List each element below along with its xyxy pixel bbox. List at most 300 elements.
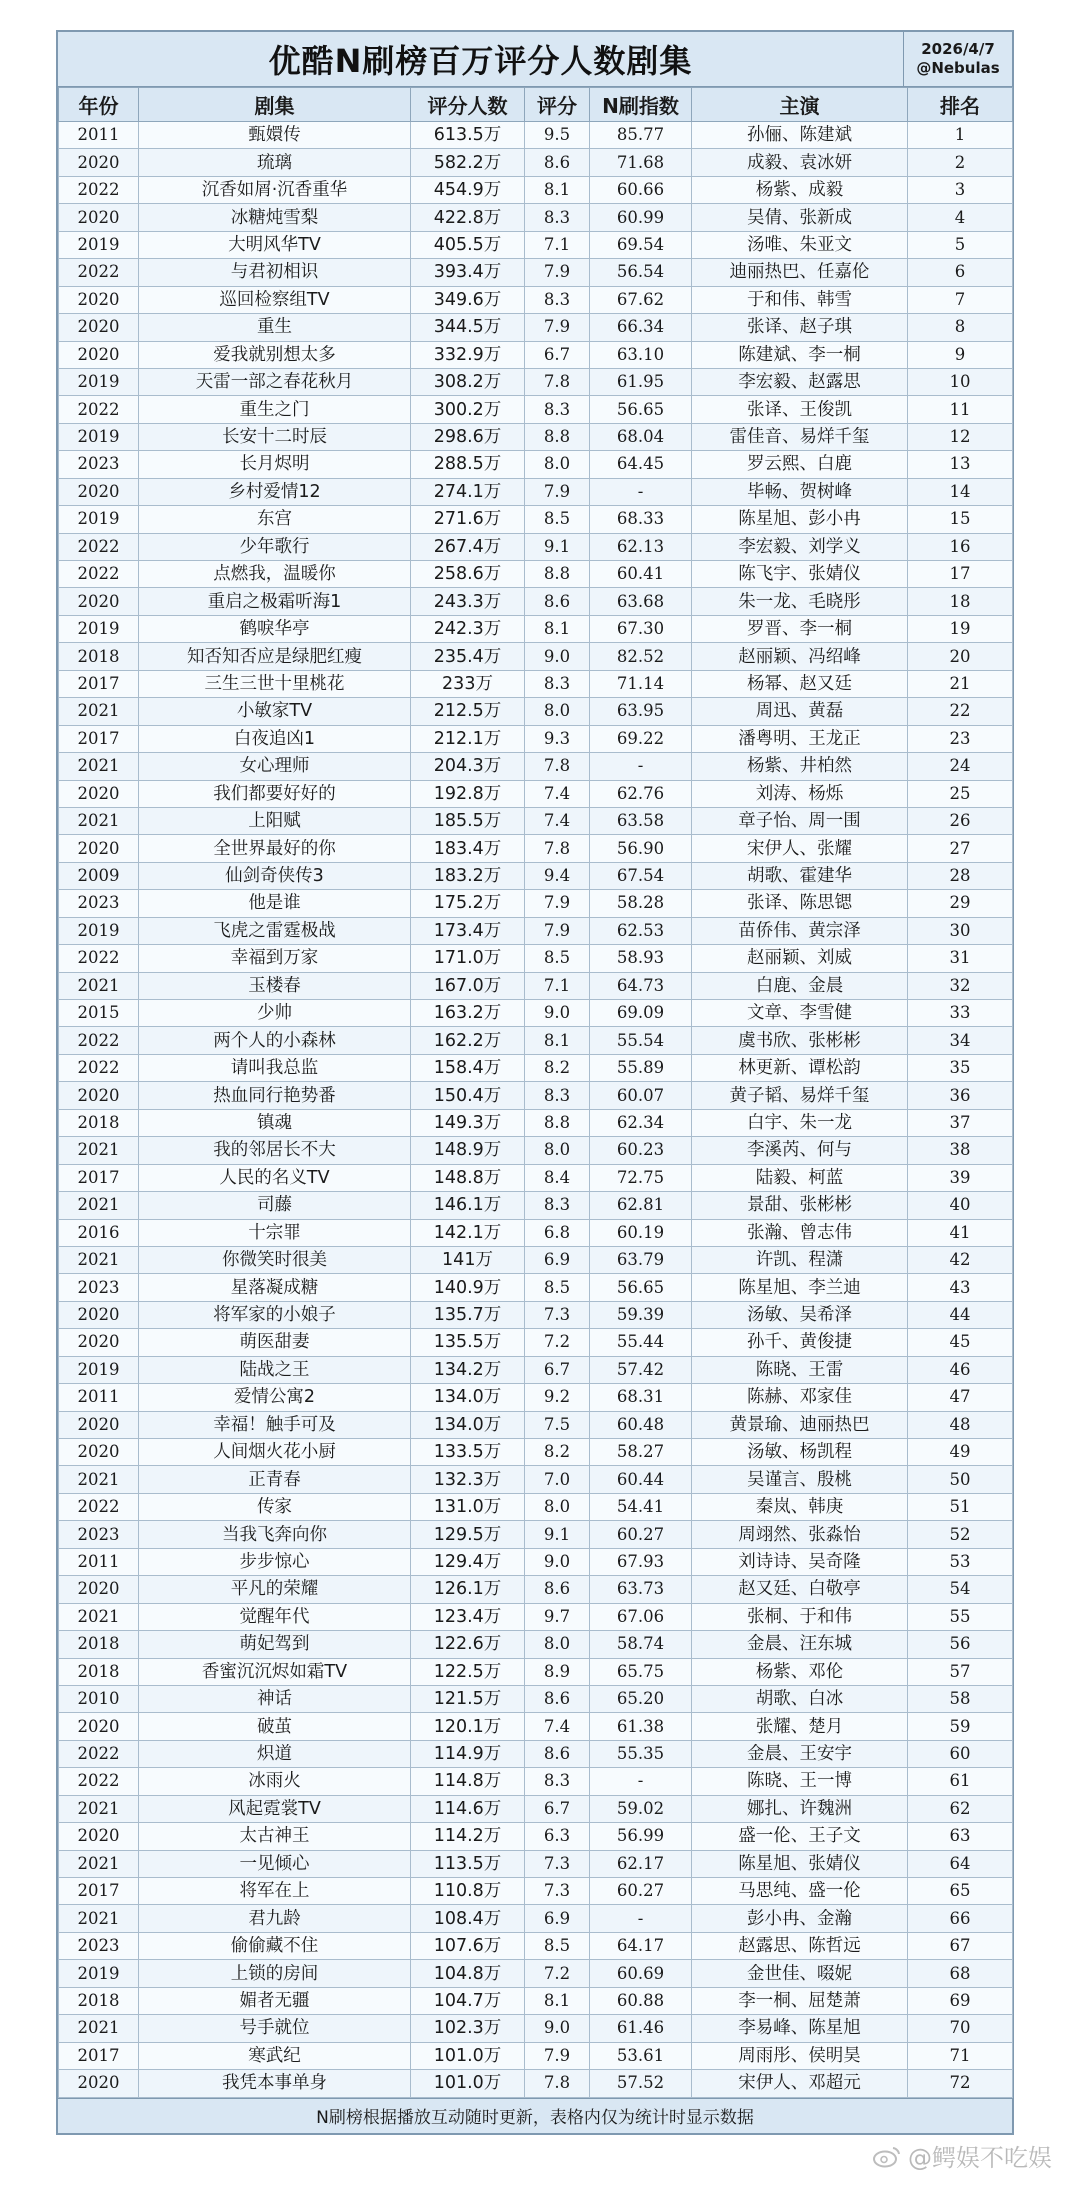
cell-title: 幸福！触手可及 <box>139 1411 411 1438</box>
cell-cast: 张译、赵子琪 <box>692 314 908 341</box>
cell-cast: 汤敏、杨凯程 <box>692 1439 908 1466</box>
cell-cast: 宋伊人、邓超元 <box>692 2070 908 2097</box>
cell-title: 陆战之王 <box>139 1356 411 1383</box>
cell-score: 6.7 <box>525 1795 590 1822</box>
cell-title: 女心理师 <box>139 753 411 780</box>
cell-n-index: 59.02 <box>590 1795 692 1822</box>
cell-n-index: 58.74 <box>590 1631 692 1658</box>
cell-cast: 杨紫、邓伦 <box>692 1658 908 1685</box>
cell-raters: 185.5万 <box>411 807 525 834</box>
cell-n-index: 60.44 <box>590 1466 692 1493</box>
table-row <box>59 1329 1013 1356</box>
cell-raters: 267.4万 <box>411 533 525 560</box>
cell-title: 人民的名义TV <box>139 1164 411 1191</box>
cell-year: 2020 <box>59 1411 139 1438</box>
watermark <box>872 2138 1052 2173</box>
cell-score: 9.7 <box>525 1603 590 1630</box>
cell-score: 7.2 <box>525 1960 590 1987</box>
cell-year: 2018 <box>59 643 139 670</box>
cell-raters: 613.5万 <box>411 122 525 149</box>
cell-score: 9.2 <box>525 1384 590 1411</box>
cell-year: 2018 <box>59 1109 139 1136</box>
cell-year: 2022 <box>59 259 139 286</box>
table-header-row <box>59 88 1013 122</box>
cell-raters: 142.1万 <box>411 1219 525 1246</box>
cell-score: 9.3 <box>525 725 590 752</box>
cell-rank: 24 <box>908 753 1013 780</box>
cell-n-index: 62.81 <box>590 1192 692 1219</box>
col-header-score: 评分 <box>525 88 590 122</box>
cell-rank: 55 <box>908 1603 1013 1630</box>
cell-cast: 胡歌、白冰 <box>692 1685 908 1712</box>
cell-title: 萌妃驾到 <box>139 1631 411 1658</box>
cell-rank: 63 <box>908 1823 1013 1850</box>
cell-cast: 周迅、黄磊 <box>692 698 908 725</box>
cell-raters: 212.5万 <box>411 698 525 725</box>
cell-score: 9.1 <box>525 533 590 560</box>
cell-year: 2010 <box>59 1685 139 1712</box>
cell-cast: 雷佳音、易烊千玺 <box>692 423 908 450</box>
cell-title: 玉楼春 <box>139 972 411 999</box>
cell-score: 8.3 <box>525 204 590 231</box>
cell-rank: 34 <box>908 1027 1013 1054</box>
cell-cast: 胡歌、霍建华 <box>692 862 908 889</box>
cell-score: 8.9 <box>525 1658 590 1685</box>
cell-score: 7.3 <box>525 1878 590 1905</box>
cell-rank: 15 <box>908 506 1013 533</box>
cell-rank: 25 <box>908 780 1013 807</box>
cell-raters: 102.3万 <box>411 2015 525 2042</box>
title-row <box>58 32 1012 87</box>
cell-rank: 18 <box>908 588 1013 615</box>
cell-rank: 61 <box>908 1768 1013 1795</box>
cell-raters: 114.9万 <box>411 1740 525 1767</box>
cell-score: 8.6 <box>525 1740 590 1767</box>
table-row <box>59 670 1013 697</box>
cell-rank: 6 <box>908 259 1013 286</box>
table-row <box>59 1631 1013 1658</box>
cell-raters: 101.0万 <box>411 2042 525 2069</box>
cell-raters: 393.4万 <box>411 259 525 286</box>
cell-year: 2023 <box>59 1521 139 1548</box>
cell-year: 2017 <box>59 1878 139 1905</box>
cell-rank: 3 <box>908 176 1013 203</box>
cell-cast: 张耀、楚月 <box>692 1713 908 1740</box>
table-row <box>59 561 1013 588</box>
cell-rank: 54 <box>908 1576 1013 1603</box>
cell-score: 7.1 <box>525 972 590 999</box>
cell-score: 8.3 <box>525 1082 590 1109</box>
cell-rank: 26 <box>908 807 1013 834</box>
cell-year: 2020 <box>59 588 139 615</box>
table-row <box>59 1987 1013 2014</box>
cell-score: 6.8 <box>525 1219 590 1246</box>
cell-raters: 150.4万 <box>411 1082 525 1109</box>
cell-title: 热血同行艳势番 <box>139 1082 411 1109</box>
cell-rank: 33 <box>908 1000 1013 1027</box>
cell-raters: 258.6万 <box>411 561 525 588</box>
cell-n-index: 56.54 <box>590 259 692 286</box>
cell-year: 2023 <box>59 1932 139 1959</box>
cell-score: 8.8 <box>525 1109 590 1136</box>
cell-year: 2021 <box>59 698 139 725</box>
cell-n-index: 64.73 <box>590 972 692 999</box>
cell-cast: 杨紫、井柏然 <box>692 753 908 780</box>
cell-rank: 4 <box>908 204 1013 231</box>
cell-n-index: 67.62 <box>590 286 692 313</box>
cell-raters: 134.0万 <box>411 1411 525 1438</box>
cell-n-index: 57.52 <box>590 2070 692 2097</box>
cell-title: 鹤唳华亭 <box>139 615 411 642</box>
cell-raters: 122.6万 <box>411 1631 525 1658</box>
cell-cast: 赵又廷、白敬亭 <box>692 1576 908 1603</box>
cell-rank: 11 <box>908 396 1013 423</box>
cell-cast: 白宇、朱一龙 <box>692 1109 908 1136</box>
cell-title: 东宫 <box>139 506 411 533</box>
table-row <box>59 643 1013 670</box>
cell-n-index: 63.95 <box>590 698 692 725</box>
cell-year: 2017 <box>59 725 139 752</box>
date-author-box <box>903 32 1012 86</box>
cell-raters: 288.5万 <box>411 451 525 478</box>
cell-year: 2019 <box>59 231 139 258</box>
cell-raters: 344.5万 <box>411 314 525 341</box>
table-row <box>59 314 1013 341</box>
cell-n-index: 67.06 <box>590 1603 692 1630</box>
cell-title: 他是谁 <box>139 890 411 917</box>
cell-title: 爱情公寓2 <box>139 1384 411 1411</box>
cell-title: 乡村爱情12 <box>139 478 411 505</box>
cell-score: 7.4 <box>525 780 590 807</box>
cell-cast: 朱一龙、毛晓彤 <box>692 588 908 615</box>
cell-rank: 12 <box>908 423 1013 450</box>
cell-cast: 张桐、于和伟 <box>692 1603 908 1630</box>
cell-score: 8.5 <box>525 1932 590 1959</box>
cell-n-index: 67.30 <box>590 615 692 642</box>
cell-n-index: 56.65 <box>590 1274 692 1301</box>
cell-rank: 36 <box>908 1082 1013 1109</box>
table-row <box>59 423 1013 450</box>
cell-score: 8.0 <box>525 1137 590 1164</box>
cell-n-index: 64.17 <box>590 1932 692 1959</box>
cell-title: 少年歌行 <box>139 533 411 560</box>
cell-raters: 582.2万 <box>411 149 525 176</box>
cell-raters: 298.6万 <box>411 423 525 450</box>
table-row <box>59 1301 1013 1328</box>
cell-year: 2020 <box>59 780 139 807</box>
cell-year: 2020 <box>59 1439 139 1466</box>
cell-title: 将军在上 <box>139 1878 411 1905</box>
cell-score: 9.0 <box>525 643 590 670</box>
cell-cast: 张译、陈思锶 <box>692 890 908 917</box>
author-label: @Nebulas <box>916 59 1000 77</box>
cell-raters: 212.1万 <box>411 725 525 752</box>
table-row <box>59 1411 1013 1438</box>
cell-score: 9.0 <box>525 1548 590 1575</box>
cell-raters: 132.3万 <box>411 1466 525 1493</box>
cell-title: 我的邻居长不大 <box>139 1137 411 1164</box>
cell-rank: 27 <box>908 835 1013 862</box>
cell-cast: 吴谨言、殷桃 <box>692 1466 908 1493</box>
cell-year: 2017 <box>59 670 139 697</box>
cell-raters: 135.7万 <box>411 1301 525 1328</box>
cell-n-index: 65.20 <box>590 1685 692 1712</box>
cell-n-index: 62.53 <box>590 917 692 944</box>
cell-n-index: 62.17 <box>590 1850 692 1877</box>
cell-cast: 娜扎、许魏洲 <box>692 1795 908 1822</box>
cell-score: 8.6 <box>525 1576 590 1603</box>
col-header-raters: 评分人数 <box>411 88 525 122</box>
cell-n-index: 72.75 <box>590 1164 692 1191</box>
cell-title: 偷偷藏不住 <box>139 1932 411 1959</box>
cell-rank: 60 <box>908 1740 1013 1767</box>
cell-cast: 陈赫、邓家佳 <box>692 1384 908 1411</box>
cell-n-index: 60.27 <box>590 1878 692 1905</box>
cell-score: 7.8 <box>525 368 590 395</box>
cell-cast: 成毅、袁冰妍 <box>692 149 908 176</box>
cell-year: 2021 <box>59 2015 139 2042</box>
cell-title: 知否知否应是绿肥红瘦 <box>139 643 411 670</box>
cell-rank: 21 <box>908 670 1013 697</box>
table-row <box>59 1466 1013 1493</box>
cell-rank: 69 <box>908 1987 1013 2014</box>
cell-raters: 110.8万 <box>411 1878 525 1905</box>
cell-n-index: 68.31 <box>590 1384 692 1411</box>
cell-title: 步步惊心 <box>139 1548 411 1575</box>
cell-year: 2020 <box>59 478 139 505</box>
table-row <box>59 780 1013 807</box>
cell-cast: 景甜、张彬彬 <box>692 1192 908 1219</box>
cell-year: 2020 <box>59 286 139 313</box>
cell-cast: 毕畅、贺树峰 <box>692 478 908 505</box>
cell-rank: 52 <box>908 1521 1013 1548</box>
table-row <box>59 1274 1013 1301</box>
cell-cast: 汤唯、朱亚文 <box>692 231 908 258</box>
cell-score: 8.8 <box>525 561 590 588</box>
cell-title: 点燃我，温暖你 <box>139 561 411 588</box>
cell-score: 9.0 <box>525 2015 590 2042</box>
cell-title: 仙剑奇侠传3 <box>139 862 411 889</box>
cell-n-index: 60.41 <box>590 561 692 588</box>
cell-title: 长月烬明 <box>139 451 411 478</box>
cell-raters: 129.4万 <box>411 1548 525 1575</box>
cell-raters: 167.0万 <box>411 972 525 999</box>
cell-year: 2019 <box>59 615 139 642</box>
cell-n-index: 71.14 <box>590 670 692 697</box>
cell-cast: 张译、王俊凯 <box>692 396 908 423</box>
cell-rank: 72 <box>908 2070 1013 2097</box>
cell-cast: 金世佳、啜妮 <box>692 1960 908 1987</box>
cell-raters: 114.8万 <box>411 1768 525 1795</box>
cell-cast: 汤敏、吴希泽 <box>692 1301 908 1328</box>
cell-raters: 148.8万 <box>411 1164 525 1191</box>
table-row <box>59 698 1013 725</box>
cell-title: 飞虎之雷霆极战 <box>139 917 411 944</box>
table-row <box>59 1027 1013 1054</box>
cell-n-index: 62.13 <box>590 533 692 560</box>
cell-rank: 58 <box>908 1685 1013 1712</box>
cell-n-index: 55.44 <box>590 1329 692 1356</box>
cell-rank: 7 <box>908 286 1013 313</box>
cell-n-index: 60.07 <box>590 1082 692 1109</box>
table-row <box>59 945 1013 972</box>
table-row <box>59 835 1013 862</box>
cell-cast: 虞书欣、张彬彬 <box>692 1027 908 1054</box>
cell-rank: 16 <box>908 533 1013 560</box>
cell-rank: 43 <box>908 1274 1013 1301</box>
cell-year: 2021 <box>59 1850 139 1877</box>
cell-score: 8.6 <box>525 149 590 176</box>
cell-n-index: - <box>590 478 692 505</box>
cell-year: 2019 <box>59 506 139 533</box>
cell-year: 2019 <box>59 368 139 395</box>
cell-score: 8.8 <box>525 423 590 450</box>
cell-score: 7.9 <box>525 917 590 944</box>
cell-rank: 62 <box>908 1795 1013 1822</box>
cell-n-index: 61.38 <box>590 1713 692 1740</box>
cell-n-index: 63.58 <box>590 807 692 834</box>
cell-n-index: 54.41 <box>590 1493 692 1520</box>
cell-rank: 71 <box>908 2042 1013 2069</box>
cell-rank: 51 <box>908 1493 1013 1520</box>
cell-raters: 123.4万 <box>411 1603 525 1630</box>
cell-year: 2021 <box>59 807 139 834</box>
cell-rank: 39 <box>908 1164 1013 1191</box>
cell-raters: 133.5万 <box>411 1439 525 1466</box>
table-row <box>59 1219 1013 1246</box>
cell-score: 8.1 <box>525 176 590 203</box>
cell-raters: 134.2万 <box>411 1356 525 1383</box>
cell-rank: 59 <box>908 1713 1013 1740</box>
cell-n-index: 61.95 <box>590 368 692 395</box>
cell-title: 与君初相识 <box>139 259 411 286</box>
cell-n-index: 66.34 <box>590 314 692 341</box>
cell-score: 9.0 <box>525 1000 590 1027</box>
cell-raters: 149.3万 <box>411 1109 525 1136</box>
cell-raters: 405.5万 <box>411 231 525 258</box>
footer-note: N刷榜根据播放互动随时更新，表格内仅为统计时显示数据 <box>58 2098 1012 2133</box>
table-row <box>59 1603 1013 1630</box>
cell-n-index: 60.23 <box>590 1137 692 1164</box>
cell-cast: 章子怡、周一围 <box>692 807 908 834</box>
cell-n-index: 71.68 <box>590 149 692 176</box>
cell-title: 一见倾心 <box>139 1850 411 1877</box>
date-label: 2026/4/7 <box>921 40 995 58</box>
cell-raters: 114.6万 <box>411 1795 525 1822</box>
cell-year: 2019 <box>59 917 139 944</box>
cell-title: 正青春 <box>139 1466 411 1493</box>
cell-raters: 274.1万 <box>411 478 525 505</box>
cell-rank: 28 <box>908 862 1013 889</box>
cell-score: 8.2 <box>525 1054 590 1081</box>
cell-score: 9.4 <box>525 862 590 889</box>
cell-year: 2023 <box>59 1274 139 1301</box>
cell-n-index: 56.65 <box>590 396 692 423</box>
cell-title: 沉香如屑·沉香重华 <box>139 176 411 203</box>
cell-n-index: 65.75 <box>590 1658 692 1685</box>
cell-raters: 162.2万 <box>411 1027 525 1054</box>
cell-score: 6.9 <box>525 1246 590 1273</box>
cell-raters: 422.8万 <box>411 204 525 231</box>
cell-year: 2020 <box>59 1713 139 1740</box>
cell-cast: 许凯、程潇 <box>692 1246 908 1273</box>
cell-cast: 黄景瑜、迪丽热巴 <box>692 1411 908 1438</box>
cell-cast: 罗晋、李一桐 <box>692 615 908 642</box>
cell-rank: 20 <box>908 643 1013 670</box>
cell-rank: 44 <box>908 1301 1013 1328</box>
cell-title: 太古神王 <box>139 1823 411 1850</box>
cell-year: 2017 <box>59 1164 139 1191</box>
watermark-text: @鳄娱不吃娱 <box>908 2144 1052 2172</box>
table-row <box>59 1137 1013 1164</box>
cell-raters: 233万 <box>411 670 525 697</box>
cell-cast: 杨幂、赵又廷 <box>692 670 908 697</box>
cell-raters: 235.4万 <box>411 643 525 670</box>
cell-cast: 张瀚、曾志伟 <box>692 1219 908 1246</box>
cell-raters: 134.0万 <box>411 1384 525 1411</box>
cell-n-index: 60.19 <box>590 1219 692 1246</box>
table-row <box>59 1109 1013 1136</box>
cell-cast: 吴倩、张新成 <box>692 204 908 231</box>
cell-year: 2020 <box>59 149 139 176</box>
cell-raters: 349.6万 <box>411 286 525 313</box>
cell-rank: 53 <box>908 1548 1013 1575</box>
cell-rank: 49 <box>908 1439 1013 1466</box>
cell-rank: 68 <box>908 1960 1013 1987</box>
cell-n-index: 60.88 <box>590 1987 692 2014</box>
cell-cast: 刘诗诗、吴奇隆 <box>692 1548 908 1575</box>
cell-raters: 107.6万 <box>411 1932 525 1959</box>
cell-year: 2022 <box>59 176 139 203</box>
cell-rank: 30 <box>908 917 1013 944</box>
cell-rank: 50 <box>908 1466 1013 1493</box>
cell-title: 长安十二时辰 <box>139 423 411 450</box>
table-row <box>59 2042 1013 2069</box>
cell-cast: 于和伟、韩雪 <box>692 286 908 313</box>
cell-raters: 126.1万 <box>411 1576 525 1603</box>
cell-n-index: 63.68 <box>590 588 692 615</box>
cell-title: 重生之门 <box>139 396 411 423</box>
col-header-n-index: N刷指数 <box>590 88 692 122</box>
cell-year: 2009 <box>59 862 139 889</box>
cell-raters: 108.4万 <box>411 1905 525 1932</box>
cell-raters: 242.3万 <box>411 615 525 642</box>
cell-n-index: 60.69 <box>590 1960 692 1987</box>
cell-title: 幸福到万家 <box>139 945 411 972</box>
cell-title: 风起霓裳TV <box>139 1795 411 1822</box>
cell-year: 2022 <box>59 1054 139 1081</box>
cell-title: 当我飞奔向你 <box>139 1521 411 1548</box>
cell-rank: 2 <box>908 149 1013 176</box>
cell-raters: 158.4万 <box>411 1054 525 1081</box>
cell-rank: 35 <box>908 1054 1013 1081</box>
cell-score: 7.1 <box>525 231 590 258</box>
table-row <box>59 615 1013 642</box>
cell-n-index: 62.34 <box>590 1109 692 1136</box>
cell-rank: 41 <box>908 1219 1013 1246</box>
table-row <box>59 1356 1013 1383</box>
cell-year: 2022 <box>59 561 139 588</box>
cell-cast: 黄子韬、易烊千玺 <box>692 1082 908 1109</box>
cell-cast: 马思纯、盛一伦 <box>692 1878 908 1905</box>
cell-n-index: 58.93 <box>590 945 692 972</box>
cell-cast: 潘粤明、王龙正 <box>692 725 908 752</box>
table-row <box>59 890 1013 917</box>
cell-raters: 104.7万 <box>411 1987 525 2014</box>
cell-title: 少帅 <box>139 1000 411 1027</box>
table-row <box>59 1658 1013 1685</box>
table-row <box>59 753 1013 780</box>
